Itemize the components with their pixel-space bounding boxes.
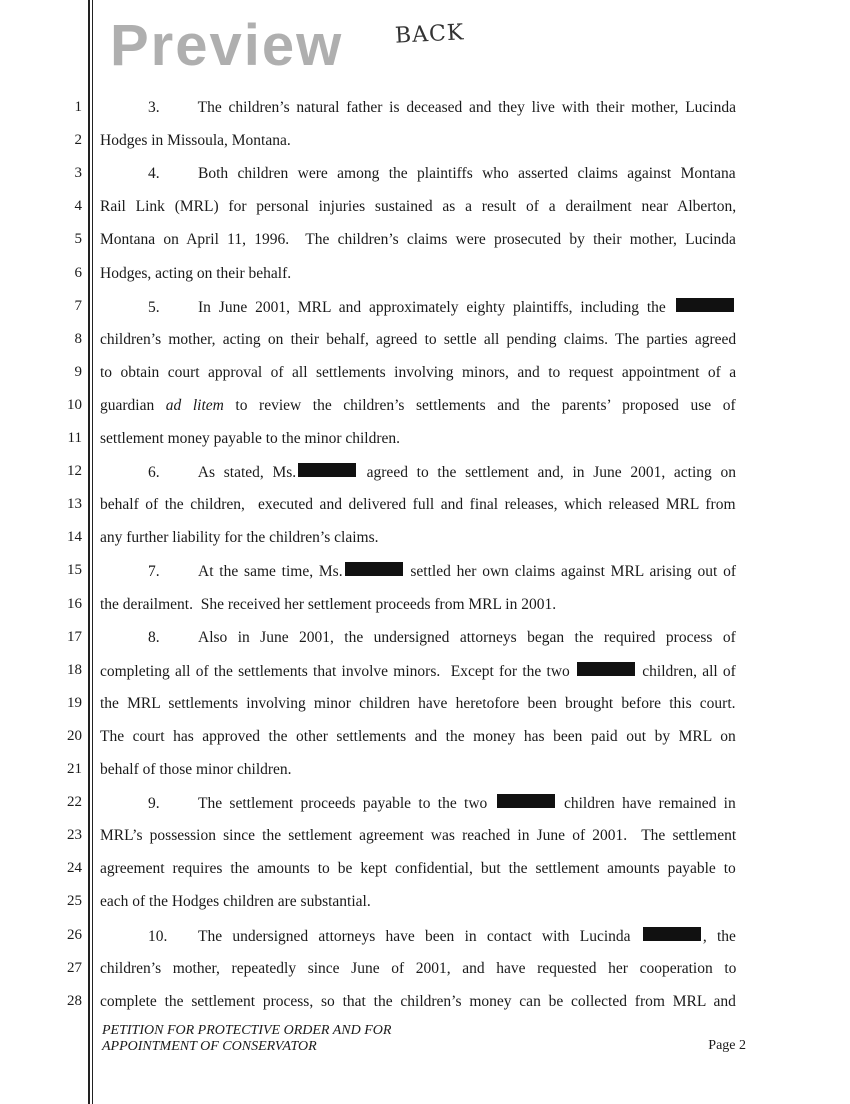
line-number: 21 [67,761,82,777]
pleading-line [0,463,850,483]
line-text [100,430,736,448]
text-segment: , the [702,927,736,945]
line-text [100,231,736,249]
line-text [100,562,736,581]
text-segment: Hodges in Missoula, Montana. [100,132,291,150]
text-segment: settlement money payable to the minor children. [100,430,401,447]
line-number: 23 [67,827,82,844]
line-number: 9 [74,363,82,380]
pleading-line [0,298,850,318]
pleading-line [0,827,850,847]
line-number: 6 [74,264,82,281]
text-segment: The court has approved the other settlements and the money has been paid out by MRL on [100,727,736,745]
paragraph-number: 3. [148,99,160,116]
pleading-line [0,927,850,947]
pleading-line [0,265,850,285]
line-number: 20 [67,727,82,744]
line-number: 13 [67,496,82,513]
paragraph-number: 7. [148,563,160,581]
redaction-bar [676,298,734,312]
pleading-line [0,662,850,682]
line-number: 7 [74,297,82,314]
line-text [100,695,736,713]
line-text [100,198,736,216]
pleading-line [0,198,850,218]
text-segment: Montana on April 11, 1996. The children’s claims were prosecuted by their mother, Lucinda [100,231,736,249]
text-segment: to review the children’s settlements and the parents’ proposed use of [223,396,736,414]
text-segment: children’s mother, repeatedly since June of 2001, and have requested her cooperation to [100,959,737,977]
pleading-line [0,893,850,913]
text-segment: children have remained in [556,795,736,813]
text-segment: Hodges, acting on their behalf. [100,264,292,282]
line-text [100,794,736,813]
italic-text: ad litem [165,396,224,414]
pleading-line [0,364,850,384]
pleading-line [0,496,850,516]
text-segment: the MRL settlements involving minor children have heretofore been brought before this court. [100,694,736,712]
pleading-line [0,596,850,616]
line-text [100,893,736,911]
text-segment: Both children were among the plaintiffs who asserted claims against Montana [198,165,736,183]
line-number: 3 [74,165,82,182]
text-segment: agreed to the settlement and, in June 2001, acting on [357,464,736,482]
line-number: 16 [67,595,82,612]
pleading-line [0,331,850,351]
text-segment: The undersigned attorneys have been in contact with Lucinda [198,927,641,945]
pleading-line [0,728,850,748]
redaction-bar [497,794,555,808]
line-text [100,463,736,482]
line-text [100,364,736,382]
redaction-bar [345,562,403,576]
text-segment: In June 2001, MRL and approximately eighty plaintiffs, including the [198,298,674,316]
paragraph-number: 10. [148,927,168,945]
line-number: 15 [67,562,82,579]
line-number: 1 [74,99,82,115]
text-segment: to obtain court approval of all settlements involving minors, and to request appointment of a [100,363,737,381]
line-text [100,496,736,514]
text-segment: The children’s natural father is deceased and they live with their mother, Lucinda [197,99,736,116]
line-number: 12 [67,463,82,480]
line-number: 26 [67,926,82,943]
footer-title-line2: APPOINTMENT OF CONSERVATOR [102,1039,317,1054]
pleading-line [0,993,850,1013]
text-segment: MRL’s possession since the settlement agreement was reached in June of 2001. The settlement [100,827,737,845]
redaction-bar [577,662,635,676]
line-text [100,596,736,614]
line-number: 24 [67,860,82,877]
pleading-line [0,860,850,880]
line-number: 17 [67,628,82,645]
text-segment: children’s mother, acting on their behalf, agreed to settle all pending claims. The parties agreed [100,330,737,348]
text-segment: Also in June 2001, the undersigned attorneys began the required process of [198,628,736,646]
paragraph-number: 6. [148,464,160,482]
line-number: 14 [67,529,82,546]
line-number: 28 [67,992,82,1009]
paragraph-number: 9. [148,795,160,813]
line-text [100,960,736,978]
text-segment: The settlement proceeds payable to the two [198,795,495,813]
line-text [100,99,736,117]
line-text [100,298,736,317]
redaction-bar [298,463,356,477]
line-text [100,860,736,878]
line-text [100,993,736,1011]
line-text [100,529,736,547]
handwritten-note: BACK [394,20,465,49]
line-text [100,265,736,283]
line-number: 18 [67,661,82,678]
line-text [100,331,736,349]
pleading-line [0,397,850,417]
text-segment: children, all of [637,662,736,680]
text-segment: At the same time, Ms. [198,563,343,581]
line-text [100,165,736,183]
footer-title-line1: PETITION FOR PROTECTIVE ORDER AND FOR [102,1023,392,1038]
line-number: 4 [74,198,82,215]
paragraph-number: 8. [148,628,160,646]
pleading-line [0,165,850,185]
pleading-line [0,99,850,119]
line-text [100,662,736,681]
line-text [100,761,736,779]
document-footer [102,1023,391,1055]
text-segment: behalf of those minor children. [100,761,292,778]
line-number: 5 [74,231,82,248]
text-segment: guardian [100,396,166,414]
pleading-line [0,132,850,152]
pleading-line [0,695,850,715]
text-segment: Rail Link (MRL) for personal injuries sustained as a result of a derailment near Alberton, [100,198,737,216]
line-number: 10 [67,396,82,413]
line-text [100,132,736,150]
line-text [100,728,736,746]
pleading-line [0,529,850,549]
line-number: 25 [67,893,82,910]
pleading-line [0,629,850,649]
line-number: 27 [67,959,82,976]
pleading-line [0,430,850,450]
line-number: 19 [67,694,82,711]
text-segment: complete the settlement process, so that the children’s money can be collected from MRL and [100,992,736,1010]
line-text [100,629,736,647]
text-segment: any further liability for the children’s claims. [100,529,379,547]
paragraph-number: 5. [148,298,160,316]
line-text [100,397,736,415]
pleading-line [0,231,850,251]
text-segment: behalf of the children, executed and delivered full and final releases, which released MRL from [100,496,736,514]
preview-watermark: Preview [110,13,344,78]
line-number: 11 [67,430,82,446]
line-text [100,827,736,845]
paragraph-number: 4. [148,165,160,183]
pleading-line [0,960,850,980]
text-segment: completing all of the settlements that involve minors. Except for the two [100,662,576,680]
line-number: 2 [74,132,82,149]
pleading-line [0,761,850,781]
text-segment: As stated, Ms. [197,464,297,482]
text-segment: each of the Hodges children are substantial. [100,893,371,911]
pleading-line [0,794,850,814]
text-segment: settled her own claims against MRL arising out of [404,563,736,581]
page-number: Page 2 [708,1038,746,1053]
text-segment: agreement requires the amounts to be kept confidential, but the settlement amounts payable to [100,860,736,878]
text-segment: the derailment. She received her settlement proceeds from MRL in 2001. [100,595,557,613]
redaction-bar [643,927,701,941]
line-text [100,927,736,946]
pleading-line [0,562,850,582]
line-number: 22 [67,794,82,811]
line-number: 8 [74,330,82,347]
